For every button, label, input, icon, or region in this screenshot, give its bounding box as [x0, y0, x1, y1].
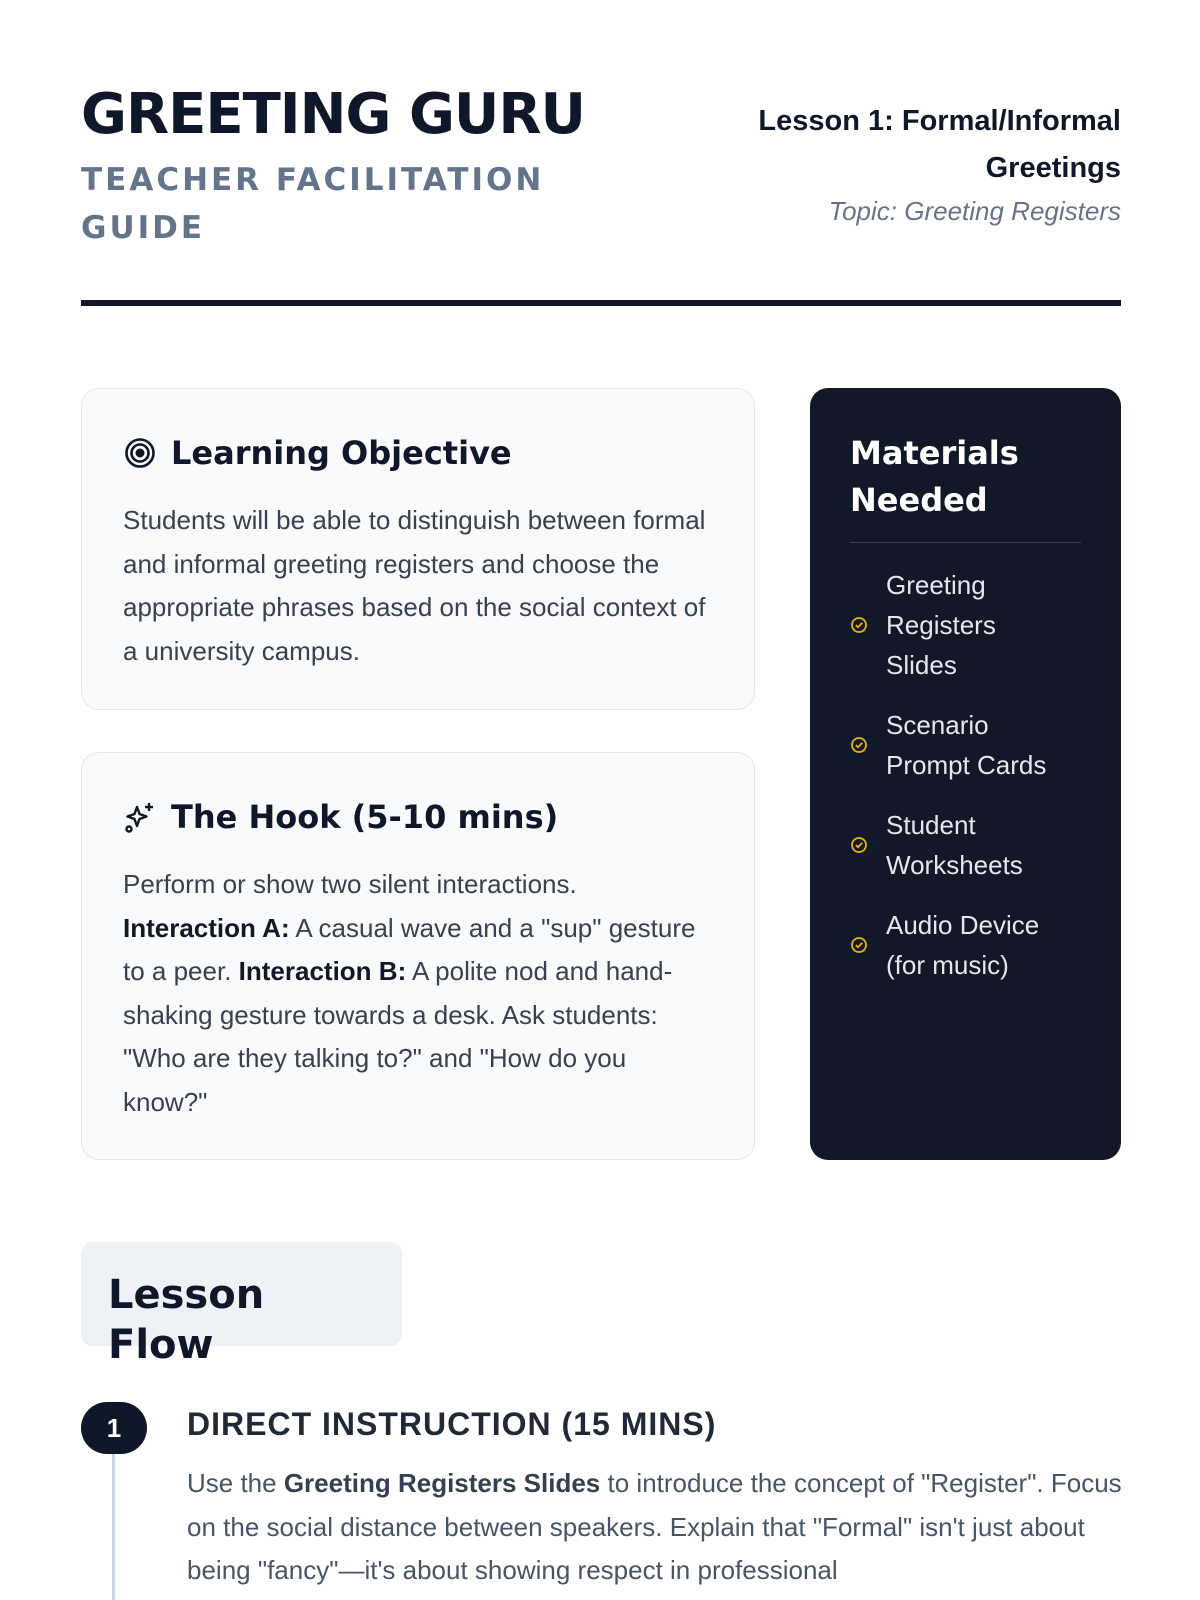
learning-objective-card	[81, 388, 755, 710]
materials-title: Materials Needed	[850, 430, 1081, 543]
check-circle-icon	[850, 616, 868, 634]
step-body-pre: Use the	[187, 1468, 284, 1498]
objective-body: Students will be able to distinguish between formal and informal greeting registers and choose the appropriate phrases based on the social context of a university campus.	[123, 505, 706, 666]
interaction-b-label: Interaction B:	[238, 956, 407, 986]
lesson-title: Lesson 1: Formal/Informal Greetings	[758, 105, 1121, 184]
interaction-a-text: A casual wave and a "sup" gesture to a peer.	[123, 912, 696, 986]
header-divider	[81, 300, 1121, 306]
check-circle-icon	[850, 836, 868, 854]
material-label: Scenario Prompt Cards	[886, 710, 1047, 780]
sparkles-icon	[123, 800, 157, 834]
hook-card	[81, 752, 755, 1160]
check-circle-icon	[850, 736, 868, 754]
objective-title: Learning Objective	[171, 434, 512, 472]
step-body-post: to introduce the concept of "Register". Focus on the social distance between speakers. Explain that "Formal" isn't just about being "fancy"—it's about showing respect in professional	[187, 1468, 1122, 1585]
page-header	[81, 84, 1121, 304]
brand-subtitle: TEACHER FACILITATION GUIDE	[81, 162, 545, 246]
materials-panel	[810, 388, 1121, 1160]
brand-title: GREETING GURU	[81, 82, 585, 147]
hook-body	[123, 863, 714, 1124]
check-circle-icon	[850, 936, 868, 954]
list-item	[850, 905, 1081, 985]
timeline-line	[112, 1440, 115, 1600]
interaction-b-text: A polite nod and hand-shaking gesture towards a desk. Ask students: "Who are they talking to?" and "How do you know?"	[123, 956, 673, 1117]
materials-list	[850, 565, 1081, 985]
hook-title: The Hook (5-10 mins)	[171, 798, 559, 836]
lesson-flow-title: Lesson Flow	[108, 1272, 265, 1368]
material-label: Audio Device (for music)	[886, 910, 1040, 980]
step-body	[187, 1462, 1127, 1593]
hook-intro: Perform or show two silent interactions.	[123, 869, 577, 899]
step-body-bold: Greeting Registers Slides	[283, 1468, 601, 1498]
lesson-flow-heading	[81, 1242, 402, 1368]
interaction-a-label: Interaction A:	[123, 912, 290, 943]
lesson-topic: Topic: Greeting Registers	[828, 196, 1121, 226]
step-title: DIRECT INSTRUCTION (15 MINS)	[187, 1406, 717, 1442]
list-item	[850, 805, 1081, 885]
target-icon	[123, 436, 157, 470]
material-label: Student Worksheets	[886, 810, 1023, 880]
list-item	[850, 565, 1081, 685]
material-label: Greeting Registers Slides	[886, 570, 996, 680]
list-item	[850, 705, 1081, 785]
step-number-badge: 1	[81, 1402, 147, 1454]
